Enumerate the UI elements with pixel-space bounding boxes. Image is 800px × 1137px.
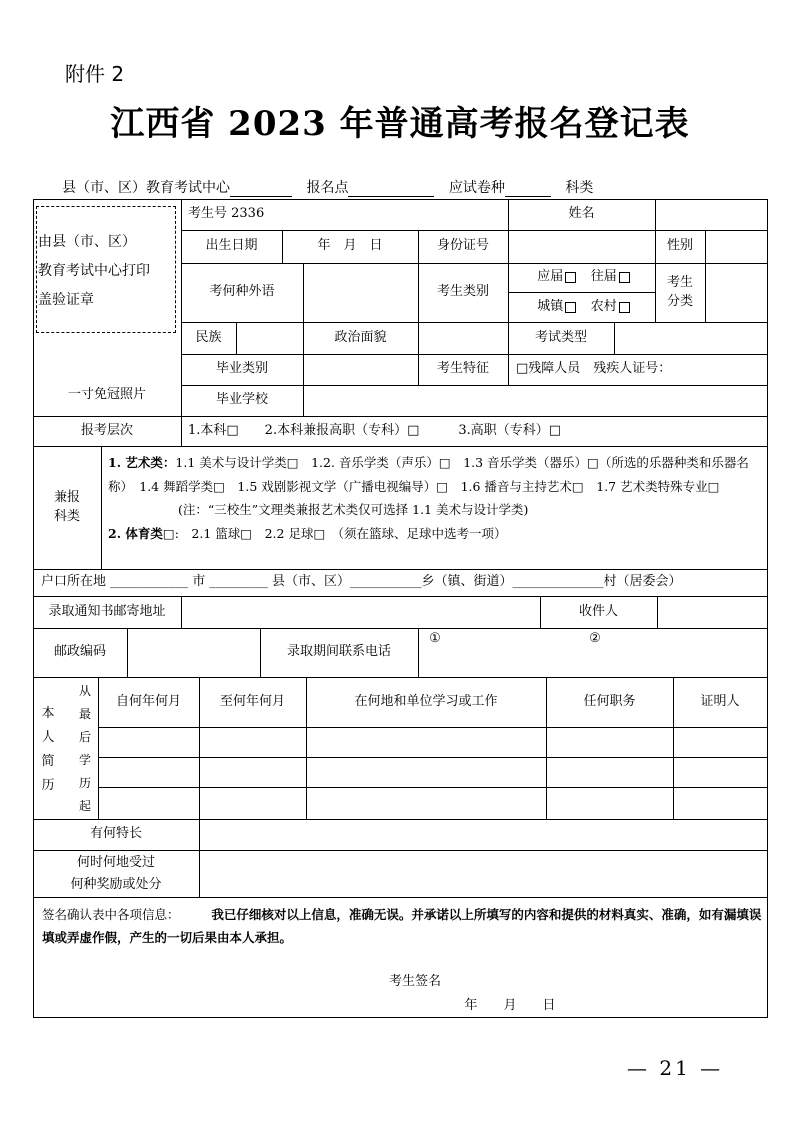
phone-1-marker: ① — [429, 630, 441, 646]
stamp-line: 盖验证章 — [38, 292, 94, 308]
resume-note-char: 学 — [78, 753, 91, 767]
option-rural-label: 农村 — [590, 298, 617, 314]
header-row — [62, 177, 593, 197]
stamp-text — [38, 228, 150, 315]
pe-heading: 2. 体育类 — [108, 525, 163, 541]
option-fresh-label: 应届 — [537, 269, 564, 285]
confirm-label: 签名确认表中各项信息： — [42, 907, 180, 922]
resume-col-position: 任何职务 — [583, 693, 636, 709]
fresh-checkbox[interactable] — [565, 272, 576, 283]
form-title: 江西省 2023 年普通高考报名登记表 — [110, 104, 690, 144]
art-note: (注：“三校生”文理类兼报艺术类仅可选择 1.1 美术与设计学类) — [178, 502, 529, 517]
graduation-school-label: 毕业学校 — [215, 392, 268, 408]
hukou-line: 户口所在地 ____________ 市 _________ 县（市、区）___________乡（镇、街道）______________村（居委会） — [41, 574, 682, 590]
urban-checkbox[interactable] — [565, 302, 576, 313]
resume-col-witness: 证明人 — [700, 693, 740, 709]
features-value: □残障人员 残疾人证号： — [516, 361, 672, 377]
resume-char: 简 — [41, 754, 55, 769]
option-past-label: 往届 — [590, 269, 617, 285]
also-apply-content — [108, 451, 758, 545]
also-apply-label — [33, 446, 101, 569]
annex-label: 附件 2 — [65, 62, 125, 86]
also-apply-line2: 科类 — [53, 508, 80, 524]
resume-col-to: 至何年何月 — [219, 693, 285, 709]
candidate-category-label: 考生类别 — [436, 284, 489, 300]
also-apply-line1: 兼报 — [53, 490, 80, 506]
awards-line2: 何种奖励或处分 — [70, 876, 162, 892]
signature-label: 考生签名 — [388, 973, 441, 989]
option-urban-label: 城镇 — [537, 298, 564, 314]
name-label: 姓名 — [568, 206, 595, 222]
resume-char: 本 — [41, 706, 55, 721]
resume-char: 历 — [41, 778, 55, 793]
art-heading: 1. 艺术类： — [108, 455, 176, 470]
enroll-point-label: 报名点 — [306, 180, 349, 196]
candidate-class-line1: 考生 — [666, 275, 693, 291]
resume-note-char: 起 — [78, 799, 91, 813]
pe-block — [108, 522, 758, 546]
stamp-line: 由县（市、区） — [38, 234, 136, 250]
specialty-label: 有何特长 — [89, 826, 142, 842]
phone-2-marker: ② — [589, 630, 601, 646]
resume-col-place: 在何地和单位学习或工作 — [354, 693, 498, 709]
pe-options: □: 2.1 篮球□ 2.2 足球□ （须在篮球、足球中选考一项） — [162, 525, 507, 541]
resume-col-from: 自何年何月 — [115, 693, 181, 709]
art-block — [108, 451, 758, 498]
candidate-class-line2: 分类 — [666, 293, 693, 309]
exam-type-label: 考试类型 — [534, 329, 587, 345]
confirm-block — [42, 903, 762, 949]
resume-note-char: 最 — [78, 707, 91, 721]
postcode-label: 邮政编码 — [53, 644, 106, 660]
past-checkbox[interactable] — [619, 272, 630, 283]
subject-class-label: 科类 — [565, 180, 594, 196]
foreign-language-label: 考何种外语 — [209, 284, 275, 300]
paper-type-label: 应试卷种 — [448, 180, 505, 196]
signature-date: 年 月 日 — [464, 997, 556, 1013]
art-options: 1.1 美术与设计学类□ 1.2. 音乐学类（声乐）□ 1.3 音乐学类（器乐）□（所选的乐器种类和乐器名称） 1.4 舞蹈学类□ 1.5 戏剧影视文学（广播电视编导）□ 1.6 播音与主持艺术□ 1.7 艺术类特殊专业□ — [108, 455, 749, 494]
confirm-statement: 我已仔细核对以上信息，准确无误。并承诺以上所填写的内容和提供的材料真实、准确，如有漏填误填或弄虚作假，产生的一切后果由本人承担。 — [42, 907, 762, 945]
photo-label: 一寸免冠照片 — [67, 386, 146, 402]
gender-label: 性别 — [666, 238, 693, 254]
rural-checkbox[interactable] — [619, 302, 630, 313]
ethnicity-label: 民族 — [195, 329, 222, 345]
level-options: 1.本科□ 2.本科兼报高职（专科）□ 3.高职（专科）□ — [188, 422, 562, 438]
resume-note-char: 后 — [78, 730, 91, 744]
resume-side-note — [76, 680, 94, 818]
exam-number-label: 考生号 2336 — [188, 206, 265, 222]
awards-label — [33, 850, 199, 897]
birth-date-label: 出生日期 — [205, 238, 258, 254]
category-row-1 — [512, 263, 657, 292]
category-row-2 — [512, 292, 657, 322]
id-number-label: 身份证号 — [436, 238, 489, 254]
resume-char: 人 — [41, 730, 55, 745]
birth-ymd: 年 月 日 — [317, 238, 383, 254]
stamp-line: 教育考试中心打印 — [38, 263, 150, 279]
graduation-type-label: 毕业类别 — [215, 361, 268, 377]
level-label: 报考层次 — [80, 422, 133, 438]
awards-line1: 何时何地受过 — [76, 854, 155, 870]
resume-side-label — [38, 700, 58, 800]
resume-note-char: 从 — [78, 684, 91, 698]
resume-note-char: 历 — [78, 776, 91, 790]
candidate-class-label — [655, 263, 705, 322]
page-number: — 21 — — [627, 1056, 724, 1080]
phone-label: 录取期间联系电话 — [286, 644, 391, 660]
political-status-label: 政治面貌 — [334, 329, 387, 345]
features-label: 考生特征 — [436, 361, 489, 377]
recipient-label: 收件人 — [578, 603, 618, 619]
mail-address-label: 录取通知书邮寄地址 — [48, 603, 166, 619]
county-center-label: 县（市、区）教育考试中心 — [62, 180, 230, 196]
